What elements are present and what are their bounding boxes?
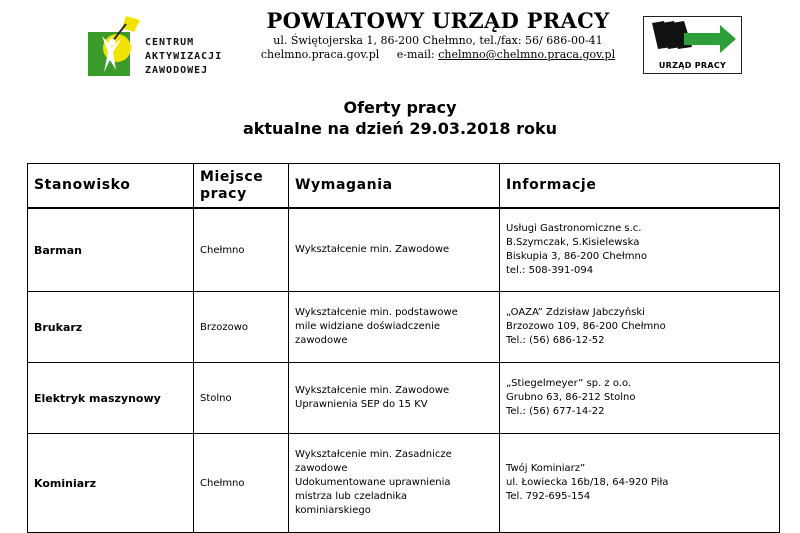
header-place-line-2: pracy xyxy=(200,185,247,202)
page-subtitle: aktualne na dzień 29.03.2018 roku xyxy=(242,119,558,138)
cell-requirements xyxy=(289,434,500,533)
requirement-line: Wykształcenie min. podstawowe xyxy=(295,307,458,318)
flag-shape xyxy=(122,16,140,32)
logo-text-line-3: ZAWODOWEJ xyxy=(145,65,209,76)
header-info: Informacje xyxy=(500,164,780,209)
urzad-pracy-logo xyxy=(643,16,742,74)
table-row xyxy=(28,208,780,292)
cell-position: Kominiarz xyxy=(28,434,194,533)
info-line: „OAZA” Zdzisław Jabczyński xyxy=(506,307,645,318)
info-line: Brzozowo 109, 86-200 Chełmno xyxy=(506,321,666,332)
email-link[interactable]: chelmno@chelmno.praca.gov.pl xyxy=(438,48,616,61)
cell-requirements xyxy=(289,208,500,292)
table-row xyxy=(28,292,780,363)
cell-position: Elektryk maszynowy xyxy=(28,363,194,434)
requirement-line: Wykształcenie min. Zasadnicze xyxy=(295,449,452,460)
table-row xyxy=(28,434,780,533)
cell-place: Chełmno xyxy=(194,434,289,533)
cav-logo xyxy=(82,14,252,84)
logo-label: URZĄD PRACY xyxy=(658,61,727,70)
logo-text-line-2: AKTYWIZACJI xyxy=(145,51,223,62)
info-line: Biskupia 3, 86-200 Chełmno xyxy=(506,251,647,262)
requirement-line: zawodowe xyxy=(295,463,348,474)
requirement-line: mistrza lub czeladnika xyxy=(295,491,407,502)
requirement-line: zawodowe xyxy=(295,335,348,346)
info-line: Grubno 63, 86-212 Stolno xyxy=(506,392,636,403)
cell-info xyxy=(500,363,780,434)
info-line: Usługi Gastronomiczne s.c. xyxy=(506,223,642,234)
page-title: Oferty pracy xyxy=(343,98,457,117)
info-line: Tel. 792-695-154 xyxy=(506,491,591,502)
requirement-line: Wykształcenie min. Zawodowe xyxy=(295,244,450,255)
cell-place: Brzozowo xyxy=(194,292,289,363)
office-website[interactable]: chelmno.praca.gov.pl xyxy=(260,48,380,61)
table-row xyxy=(28,363,780,434)
info-line: Twój Kominiarz” xyxy=(506,463,586,474)
requirement-line: Wykształcenie min. Zawodowe xyxy=(295,385,450,396)
requirement-line: kominiarskiego xyxy=(295,505,371,516)
cell-info xyxy=(500,434,780,533)
logo-text-line-1: CENTRUM xyxy=(145,37,195,48)
requirement-line: mile widziane doświadczenie xyxy=(295,321,441,332)
cell-position: Brukarz xyxy=(28,292,194,363)
info-line: Tel.: (56) 686-12-52 xyxy=(506,335,605,346)
office-name: POWIATOWY URZĄD PRACY xyxy=(266,8,610,33)
cell-requirements xyxy=(289,363,500,434)
header-requirements: Wymagania xyxy=(289,164,500,209)
info-line: B.Szymczak, S.Kisielewska xyxy=(506,237,640,248)
header-place-line-1: Miejsce xyxy=(200,168,264,185)
header-position: Stanowisko xyxy=(28,164,194,209)
green-arrow-shape xyxy=(684,25,736,53)
cell-position: Barman xyxy=(28,208,194,292)
cell-info xyxy=(500,292,780,363)
arrow-hands-icon xyxy=(644,17,741,61)
cav-logo-icon xyxy=(82,14,144,84)
info-line: ul. Łowiecka 16b/18, 64-920 Piła xyxy=(506,477,669,488)
office-address: ul. Świętojerska 1, 86-200 Chełmno, tel./fax: 56/ 686-00-41 xyxy=(273,34,603,47)
office-contact xyxy=(252,48,624,61)
job-offers-table xyxy=(27,163,780,533)
cell-requirements xyxy=(289,292,500,363)
header-place xyxy=(194,164,289,209)
info-line: tel.: 508-391-094 xyxy=(506,265,594,276)
info-line: „Stiegelmeyer” sp. z o.o. xyxy=(506,378,632,389)
requirement-line: Udokumentowane uprawnienia xyxy=(295,477,451,488)
table-header-row xyxy=(28,164,780,209)
email-label: e-mail: xyxy=(396,48,435,61)
info-line: Tel.: (56) 677-14-22 xyxy=(506,406,605,417)
cell-info xyxy=(500,208,780,292)
cell-place: Stolno xyxy=(194,363,289,434)
requirement-line: Uprawnienia SEP do 15 KV xyxy=(295,399,428,410)
cell-place: Chełmno xyxy=(194,208,289,292)
